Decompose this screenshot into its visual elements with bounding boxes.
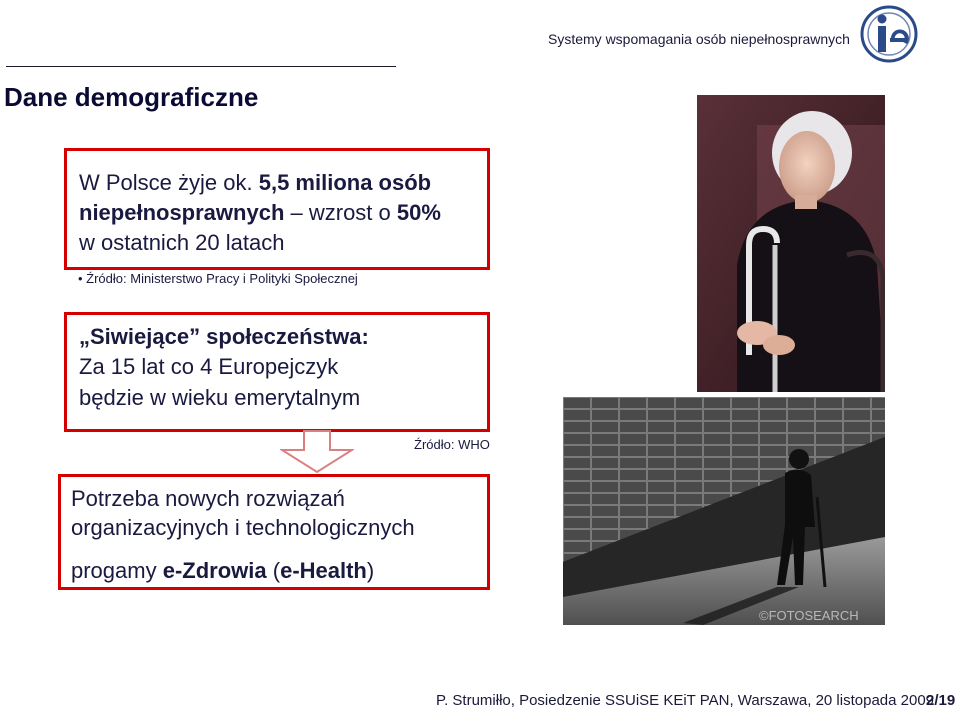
statistics-line-3: w ostatnich 20 latach <box>79 230 285 255</box>
statistics-box <box>64 148 490 270</box>
aging-line-3: będzie w wieku emerytalnym <box>79 385 361 410</box>
footer-text: P. Strumiłło, Posiedzenie SSUiSE KEiT PAN, Warszawa, 20 listopada 2009 <box>436 692 935 709</box>
header-rule <box>6 66 396 67</box>
header-title: Systemy wspomagania osób niepełnosprawnych <box>548 31 850 47</box>
e-health-line-1: Potrzeba nowych rozwiązań <box>71 486 345 511</box>
photo-watermark: ©FOTOSEARCH <box>759 608 859 623</box>
ie-logo-icon <box>858 4 920 64</box>
statistics-text: – wzrost o <box>284 200 397 225</box>
aging-society-box <box>64 312 490 432</box>
page-title: Dane demograficzne <box>4 82 259 112</box>
e-health-text: ( <box>266 558 281 583</box>
aging-heading: „Siwiejące” społeczeństwa: <box>79 324 369 349</box>
statistics-text: W Polsce żyje ok. <box>79 170 259 195</box>
statistics-line-2 <box>79 200 441 226</box>
statistics-highlight: 5,5 miliona osób <box>258 170 432 195</box>
e-health-text: progamy <box>71 558 163 583</box>
e-health-text: ) <box>366 558 375 583</box>
elderly-man-walking-photo <box>563 397 885 625</box>
aging-line-2: Za 15 lat co 4 Europejczyk <box>79 354 339 379</box>
e-health-highlight: e-Health <box>280 558 367 583</box>
source-ministry: • Źródło: Ministerstwo Pracy i Polityki Społecznej <box>78 271 358 286</box>
e-health-box <box>58 474 490 590</box>
down-arrow-icon <box>280 430 354 474</box>
statistics-highlight: niepełnosprawnych <box>79 200 285 225</box>
source-who: Źródło: WHO <box>414 437 490 452</box>
e-health-line-3 <box>71 558 374 584</box>
elderly-woman-photo <box>697 95 885 392</box>
statistics-percent: 50% <box>396 200 441 225</box>
page-number: 2/19 <box>926 692 956 709</box>
e-health-highlight: e-Zdrowia <box>162 558 267 583</box>
statistics-line-1 <box>79 170 431 196</box>
e-health-line-2: organizacyjnych i technologicznych <box>71 515 415 540</box>
